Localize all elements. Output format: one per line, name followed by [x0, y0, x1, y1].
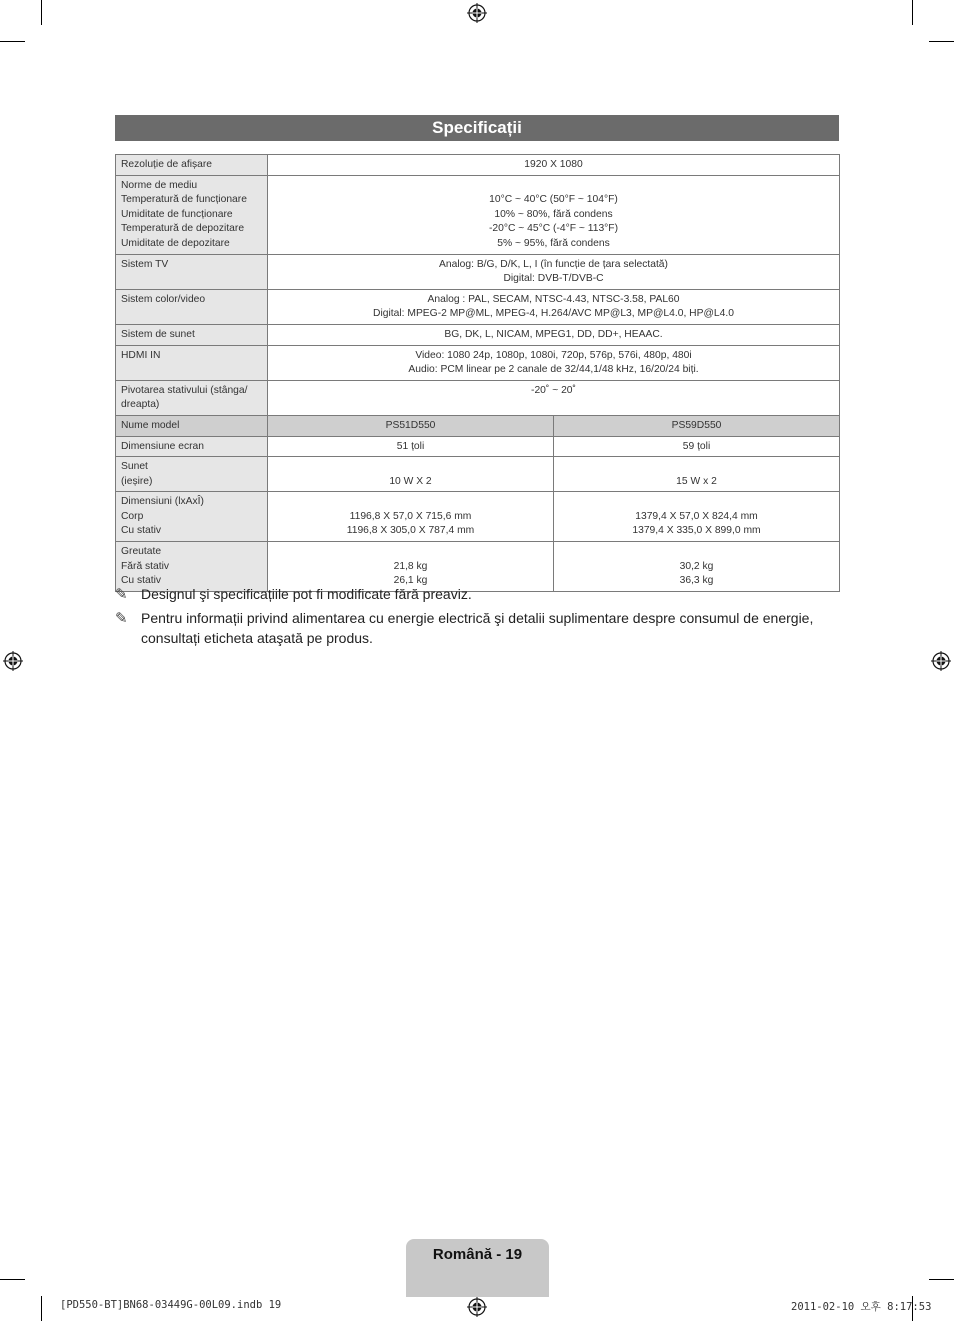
model-value: [268, 492, 554, 542]
table-row: [116, 345, 840, 380]
model-value: [554, 492, 840, 542]
note-item: [115, 608, 839, 648]
spec-label-line: Fără stativ: [121, 560, 170, 572]
model-value-line: 51 țoli: [396, 440, 425, 452]
spec-label-line: Dimensiuni (lxAxÎ): [121, 496, 204, 508]
spec-value-line: BG, DK, L, NICAM, MPEG1, DD, DD+, HEAAC.: [444, 328, 663, 340]
spec-value-line: 1920 X 1080: [524, 159, 583, 170]
spec-label-line: Umiditate de depozitare: [121, 237, 230, 249]
spec-value-line: Audio: PCM linear pe 2 canale de 32/44,1/48 kHz, 16/20/24 biți.: [408, 364, 699, 376]
spec-label-line: dreapta): [121, 399, 160, 411]
crop-mark: [929, 41, 954, 42]
spec-label-line: Temperatură de funcționare: [121, 194, 247, 206]
spec-value-line: Video: 1080 24p, 1080p, 1080i, 720p, 576p, 576i, 480p, 480i: [415, 349, 692, 361]
model-value-line: 10 W X 2: [389, 475, 432, 487]
model-value-line: 26,1 kg: [393, 575, 428, 587]
spec-label: [116, 457, 268, 492]
spec-label-line: Greutate: [121, 546, 162, 558]
spec-value-line: -20˚ ~ 20˚: [531, 384, 576, 396]
model-value-line: 1379,4 X 335,0 X 899,0 mm: [632, 525, 761, 537]
spec-value: [268, 175, 840, 254]
spec-label-line: (ieșire): [121, 475, 153, 487]
crop-mark: [0, 1279, 25, 1280]
model-value-line: 59 țoli: [682, 440, 711, 452]
table-row: [116, 380, 840, 415]
crop-mark: [41, 1296, 42, 1321]
spec-label-line: HDMI IN: [121, 349, 161, 361]
model-name: PS59D550: [554, 415, 840, 436]
registration-mark-icon: [931, 651, 951, 671]
spec-label-line: Rezoluție de afișare: [121, 159, 213, 170]
spec-label-line: Sunet: [121, 461, 148, 473]
model-value: [268, 457, 554, 492]
table-row: [116, 254, 840, 289]
model-value: [268, 436, 554, 457]
model-value-line: 21,8 kg: [393, 560, 428, 572]
model-name: PS51D550: [268, 415, 554, 436]
spec-value-line: Digital: DVB-T/DVB-C: [503, 273, 604, 285]
crop-mark: [912, 0, 913, 25]
table-row: [116, 436, 840, 457]
spec-label: [116, 155, 268, 176]
table-row: [116, 175, 840, 254]
spec-label-line: Umiditate de funcționare: [121, 208, 233, 220]
spec-label: [116, 324, 268, 345]
spec-label: [116, 436, 268, 457]
note-text: Designul şi specificațiile pot fi modificate fără preaviz.: [141, 586, 472, 602]
spec-value-line: 5% ~ 95%, fără condens: [497, 237, 610, 249]
table-row: [116, 289, 840, 324]
registration-mark-icon: [467, 3, 487, 23]
spec-value: [268, 155, 840, 176]
spec-label-line: Sistem de sunet: [121, 328, 195, 340]
model-value-line: 15 W x 2: [676, 475, 717, 487]
table-row: [116, 324, 840, 345]
registration-mark-icon: [3, 651, 23, 671]
spec-value-line: 10°C ~ 40°C (50°F ~ 104°F): [489, 194, 618, 206]
spec-label-line: Sistem color/video: [121, 293, 206, 305]
spec-value-line: Analog: B/G, D/K, L, I (în funcție de țara selectată): [439, 258, 668, 270]
table-row: [116, 155, 840, 176]
table-row: [116, 415, 840, 436]
note-item: [115, 584, 839, 604]
spec-label: [116, 289, 268, 324]
spec-value: [268, 324, 840, 345]
crop-mark: [0, 41, 25, 42]
spec-label-line: Temperatură de depozitare: [121, 223, 245, 235]
spec-label-line: Pivotarea stativului (stânga/: [121, 384, 248, 396]
spec-value: [268, 289, 840, 324]
model-value-line: 30,2 kg: [679, 560, 714, 572]
specifications-table: [115, 154, 840, 592]
table-row: [116, 492, 840, 542]
spec-label: [116, 254, 268, 289]
spec-label-line: Corp: [121, 510, 144, 522]
model-value-line: 36,3 kg: [679, 575, 714, 587]
model-header-label: Nume model: [116, 415, 268, 436]
page-number: Română - 19: [432, 1246, 523, 1263]
spec-label-line: Cu stativ: [121, 575, 162, 587]
spec-label-line: Norme de mediu: [121, 179, 198, 191]
model-value-line: 1379,4 X 57,0 X 824,4 mm: [635, 510, 758, 522]
model-value: [554, 436, 840, 457]
crop-mark: [929, 1279, 954, 1280]
spec-value-line: 10% ~ 80%, fără condens: [494, 208, 613, 220]
spec-value-line: Digital: MPEG-2 MP@ML, MPEG-4, H.264/AVC MP@L3, MP@L4.0, HP@L4.0: [373, 308, 734, 320]
footer-timestamp: 2011-02-10 오후 8:17:53: [791, 1301, 932, 1313]
pencil-icon: ✎: [115, 586, 128, 603]
spec-value: [268, 254, 840, 289]
page-number-tab: [406, 1239, 549, 1297]
model-value: [554, 457, 840, 492]
pencil-icon: ✎: [115, 610, 128, 627]
spec-label: [116, 380, 268, 415]
spec-label-line: Sistem TV: [121, 258, 169, 270]
spec-label: [116, 175, 268, 254]
spec-value: [268, 345, 840, 380]
spec-value: [268, 380, 840, 415]
table-row: [116, 457, 840, 492]
footer-file-info: [PD550-BT]BN68-03449G-00L09.indb 19: [60, 1299, 282, 1311]
spec-label: [116, 492, 268, 542]
spec-value-line: Analog : PAL, SECAM, NTSC-4.43, NTSC-3.58, PAL60: [427, 293, 680, 305]
note-text: Pentru informații privind alimentarea cu energie electrică şi detalii suplimentare despre consumul de energie, consultați eticheta ataşată pe produs.: [141, 610, 814, 646]
spec-label-line: Cu stativ: [121, 525, 162, 537]
model-value-line: 1196,8 X 305,0 X 787,4 mm: [346, 525, 475, 537]
crop-mark: [41, 0, 42, 25]
spec-label: [116, 345, 268, 380]
page-title: Specificații: [115, 115, 839, 141]
notes: [115, 584, 839, 652]
registration-mark-icon: [467, 1297, 487, 1317]
spec-value-line: -20°C ~ 45°C (-4°F ~ 113°F): [488, 223, 619, 235]
spec-label-line: Dimensiune ecran: [121, 440, 204, 452]
model-value-line: 1196,8 X 57,0 X 715,6 mm: [349, 510, 472, 522]
